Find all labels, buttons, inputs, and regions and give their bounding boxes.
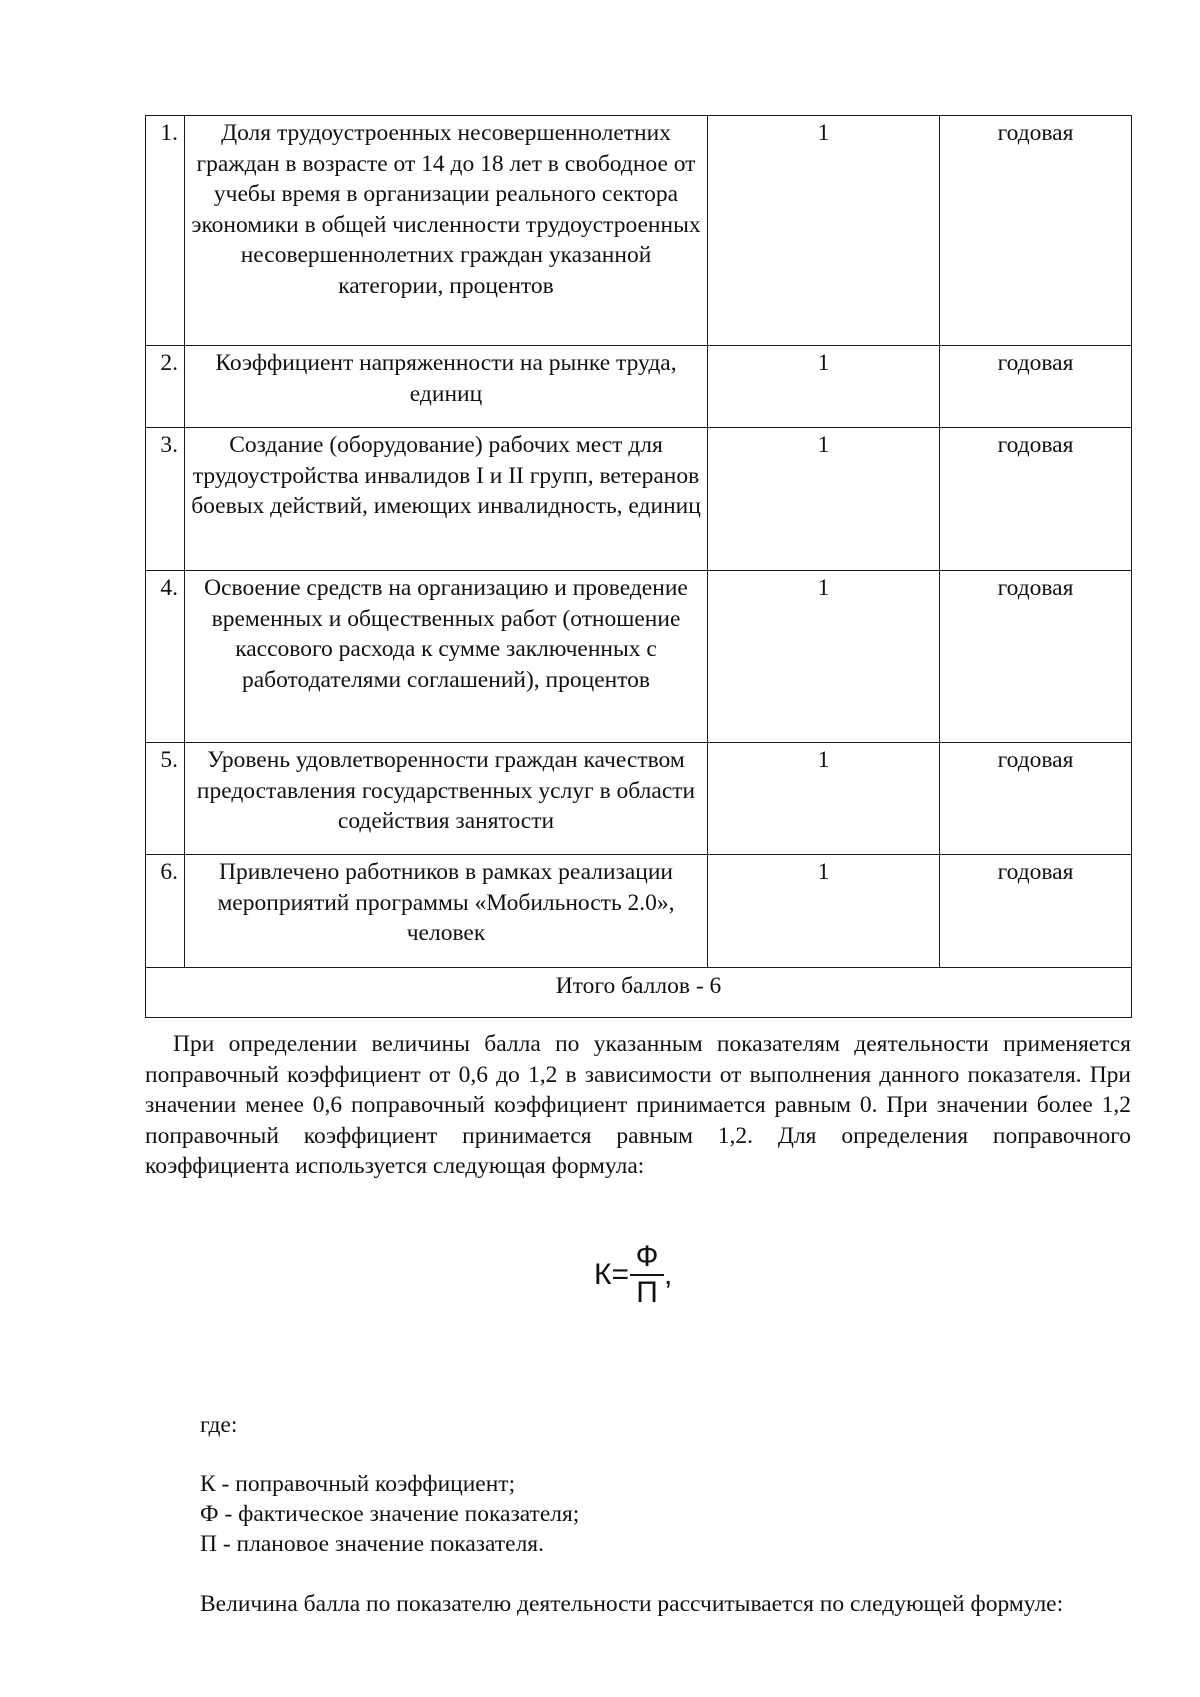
row-number: 2. <box>146 346 185 428</box>
row-number: 3. <box>146 428 185 571</box>
row-number: 6. <box>146 855 185 968</box>
row-number: 1. <box>146 116 185 346</box>
indicator-period: годовая <box>940 346 1132 428</box>
indicator-period: годовая <box>940 743 1132 855</box>
definition-p: П - плановое значение показателя. <box>200 1531 544 1557</box>
table-total-row <box>146 968 1132 1018</box>
formula-numerator: Ф <box>635 1240 659 1273</box>
row-number: 5. <box>146 743 185 855</box>
where-label: где: <box>200 1412 238 1438</box>
definition-f: Ф - фактическое значение показателя; <box>200 1501 580 1527</box>
indicator-period: годовая <box>940 855 1132 968</box>
indicator-name: Доля трудоустроенных несовершеннолетних граждан в возрасте от 14 до 18 лет в свободное от учебы время в организации реального сектора экономики в общей численности трудоустроенных несовершеннолетних граждан указанной категории, процентов <box>185 116 708 346</box>
table-row <box>146 743 1132 855</box>
total-score: Итого баллов - 6 <box>146 968 1132 1018</box>
indicator-score: 1 <box>708 116 940 346</box>
indicator-score: 1 <box>708 428 940 571</box>
indicator-period: годовая <box>940 116 1132 346</box>
indicator-score: 1 <box>708 571 940 743</box>
indicators-table <box>145 115 1132 1018</box>
table-row <box>146 346 1132 428</box>
paragraph-score-calculation: Величина балла по показателю деятельности рассчитывается по следующей формуле: <box>200 1591 1064 1617</box>
indicator-name: Коэффициент напряженности на рынке труда, единиц <box>185 346 708 428</box>
indicator-score: 1 <box>708 855 940 968</box>
table-row <box>146 116 1132 346</box>
table-row <box>146 571 1132 743</box>
indicator-score: 1 <box>708 743 940 855</box>
coefficient-formula <box>594 1240 672 1310</box>
indicator-name: Создание (оборудование) рабочих мест для трудоустройства инвалидов I и II групп, ветеранов боевых действий, имеющих инвалидность, единиц <box>185 428 708 571</box>
indicator-name: Освоение средств на организацию и проведение временных и общественных работ (отношение кассового расхода к сумме заключенных с работодателями соглашений), процентов <box>185 571 708 743</box>
indicator-name: Уровень удовлетворенности граждан качеством предоставления государственных услуг в области содействия занятости <box>185 743 708 855</box>
table-row <box>146 428 1132 571</box>
row-number: 4. <box>146 571 185 743</box>
indicators-table-container <box>145 115 1131 1018</box>
definition-k: К - поправочный коэффициент; <box>200 1471 516 1497</box>
formula-comma: , <box>664 1258 673 1291</box>
indicator-period: годовая <box>940 428 1132 571</box>
indicator-score: 1 <box>708 346 940 428</box>
paragraph-correction-coefficient: При определении величины балла по указанным показателям деятельности применяется поправочный коэффициент от 0,6 до 1,2 в зависимости от выполнения данного показателя. При значении менее 0,6 поправочный коэффициент принимается равным 0. При значении более 1,2 поправочный коэффициент принимается равным 1,2. Для определения поправочного коэффициента используется следующая формула: <box>145 1031 1131 1179</box>
formula-lhs: К= <box>594 1258 629 1291</box>
formula-fraction <box>630 1240 664 1310</box>
indicator-name: Привлечено работников в рамках реализации мероприятий программы «Мобильность 2.0», человек <box>185 855 708 968</box>
formula-denominator: П <box>636 1276 658 1309</box>
table-row <box>146 855 1132 968</box>
indicator-period: годовая <box>940 571 1132 743</box>
